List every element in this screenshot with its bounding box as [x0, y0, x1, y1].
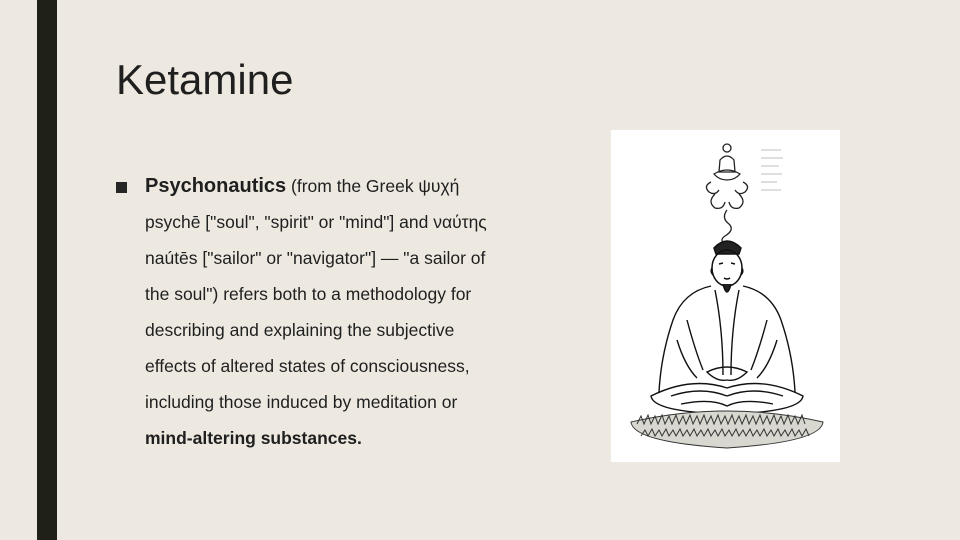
- bullet-line-1: (from the Greek ψυχή: [286, 176, 460, 196]
- bullet-line-6: effects of altered states of consciousness,: [145, 356, 470, 376]
- bullet-square-icon: [116, 182, 127, 193]
- bullet-line-2: psychē ["soul", "spirit" or "mind"] and ναύτης: [145, 212, 487, 232]
- bullet-line-4: the soul") refers both to a methodology for: [145, 284, 472, 304]
- meditating-figure-icon: [611, 130, 840, 462]
- bullet-line-5: describing and explaining the subjective: [145, 320, 455, 340]
- bullet-text: [145, 168, 556, 456]
- meditating-figure-image: [611, 130, 840, 462]
- slide-title: Ketamine: [116, 56, 294, 103]
- bullet-line-3: naútēs ["sailor" or "navigator"] — "a sailor of: [145, 248, 486, 268]
- bullet-line-7: including those induced by meditation or: [145, 392, 458, 412]
- accent-bar: [37, 0, 57, 540]
- bullet-term: Psychonautics: [145, 175, 287, 197]
- bullet-item: [116, 168, 556, 456]
- bullet-final-bold: mind-altering substances.: [145, 428, 362, 448]
